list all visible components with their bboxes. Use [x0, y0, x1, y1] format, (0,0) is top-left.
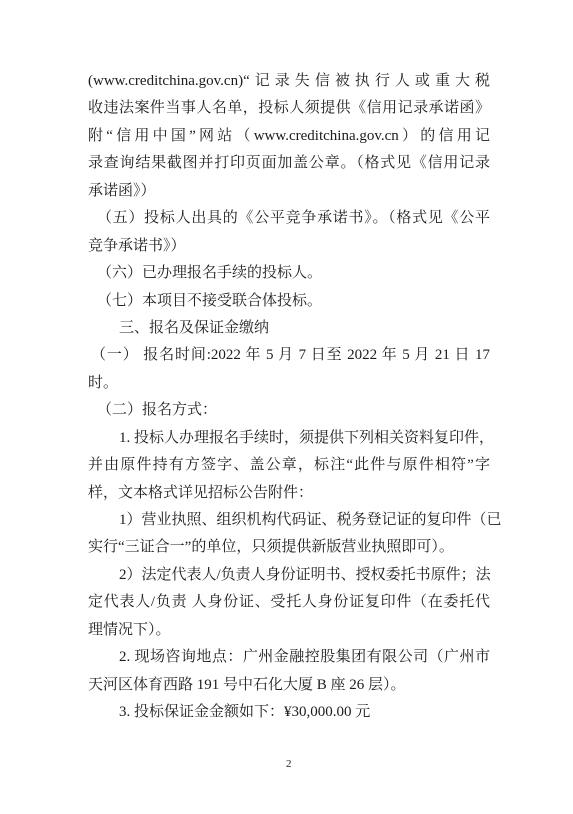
text-line: 理情况下）。: [88, 621, 171, 638]
text-line: （七）本项目不接受联合体投标。: [97, 292, 323, 309]
paragraph-registration-time: [88, 342, 490, 397]
text-line: （六）已办理报名手续的投标人。: [97, 265, 323, 282]
section-heading: [88, 315, 490, 342]
text-line: 录查询结果截图并打印页面加盖公章。（格式见《信用记录: [88, 155, 490, 172]
text-line: 附“信用中国”网站（www.creditchina.gov.cn）的信用记: [88, 127, 490, 144]
text-line: 1）营业执照、组织机构代码证、税务登记证的复印件（已: [119, 512, 502, 528]
text-line: 3. 投标保证金金额如下：¥30,000.00 元: [119, 704, 371, 721]
section-heading-text: 三、报名及保证金缴纳: [119, 319, 270, 336]
paragraph-credit-record: [88, 68, 490, 205]
text-line: 承诺函》）: [88, 182, 156, 199]
paragraph-item-6: [88, 260, 490, 287]
paragraph-item-5: [88, 205, 490, 260]
text-line: 时。: [88, 374, 119, 391]
text-line: 1. 投标人办理报名手续时，须提供下列相关资料复印件，: [119, 429, 495, 446]
paragraph-item-7: [88, 288, 490, 315]
paragraph-registration-method: [88, 397, 490, 424]
paragraph-list-item-1: [88, 425, 495, 507]
text-line: 2. 现场咨询地点：广州金融控股集团有限公司（广州市: [119, 649, 490, 666]
paragraph-sub-item-2: [88, 562, 490, 644]
document-body: [88, 68, 502, 727]
text-line: （二）报名方式：: [97, 402, 218, 419]
text-line: 2）法定代表人/负责人身份证明书、授权委托书原件；法: [119, 566, 491, 583]
text-line: (www.creditchina.gov.cn)“记录失信被执行人或重大税: [88, 73, 490, 89]
paragraph-list-item-3: [88, 699, 490, 726]
page-number: 2: [286, 758, 292, 770]
text-line: 竞争承诺书》）: [88, 237, 186, 254]
paragraph-sub-item-1: [88, 507, 502, 562]
text-line: （一） 报名时间:2022 年 5 月 7 日至 2022 年 5 月 21 日 17: [91, 347, 490, 364]
text-line: （五）投标人出具的《公平竞争承诺书》。（格式见《公平: [97, 210, 490, 227]
text-line: 样，文本格式详见招标公告附件：: [88, 484, 314, 501]
text-line: 天河区体育西路 191 号中石化大厦 B 座 26 层）。: [88, 676, 406, 693]
text-line: 定代表人/负责 人身份证、受托人身份证复印件（在委托代: [88, 594, 490, 611]
text-line: 实行“三证合一”的单位，只须提供新版营业执照即可）。: [88, 539, 454, 556]
paragraph-list-item-2: [88, 644, 490, 699]
text-line: 收违法案件当事人名单，投标人须提供《信用记录承诺函》: [88, 100, 490, 117]
text-line: 并由原件持有方签字、盖公章，标注“此件与原件相符”字: [88, 457, 490, 474]
